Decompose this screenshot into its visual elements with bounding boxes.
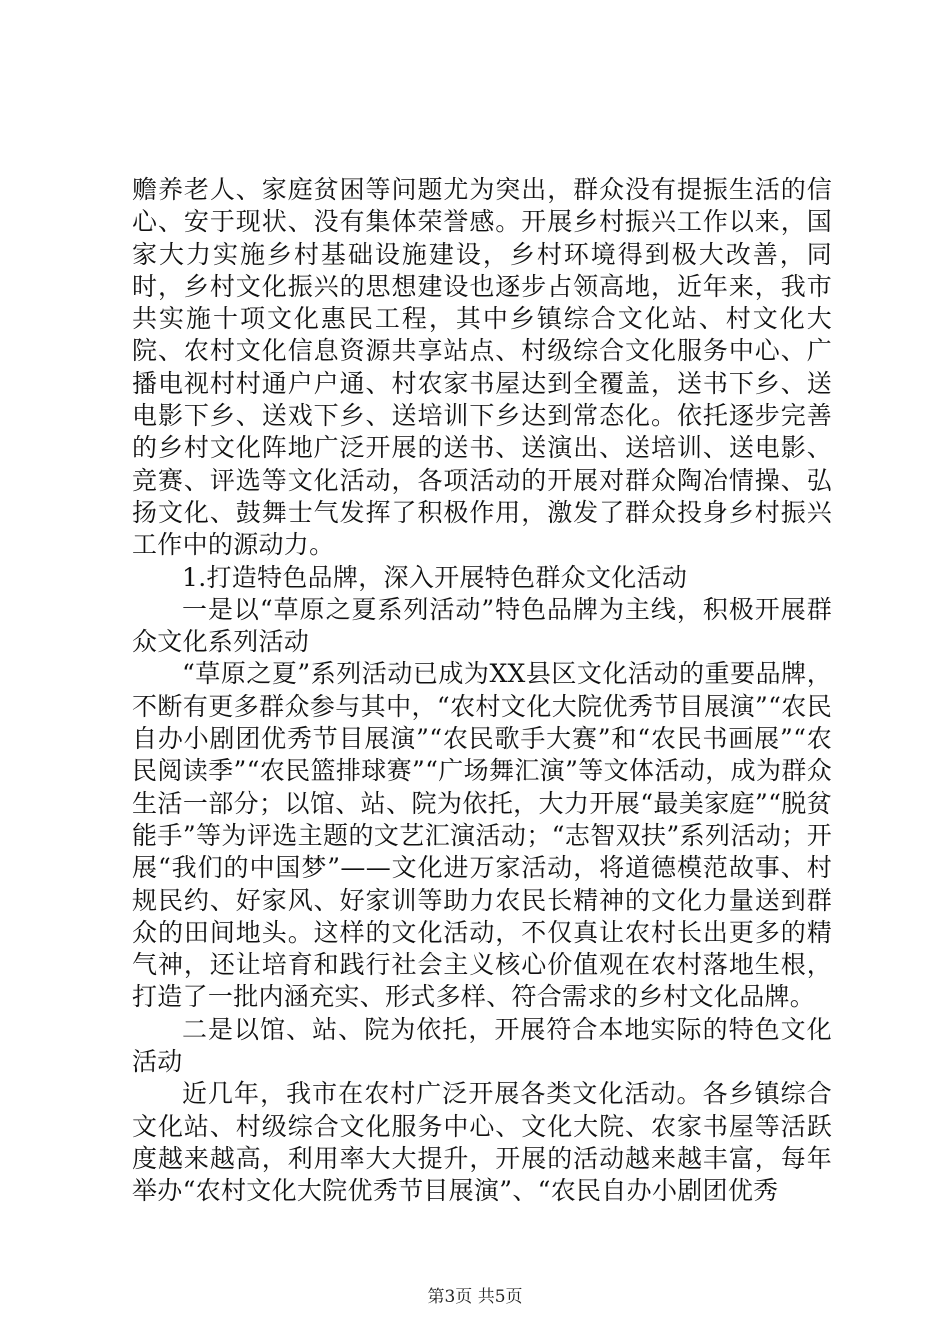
subheading-2: 二是以馆、站、院为依托，开展符合本地实际的特色文化活动 [132,1014,832,1077]
page-footer [0,1282,950,1307]
subheading-1: 一是以“草原之夏系列活动”特色品牌为主线，积极开展群众文化系列活动 [132,594,832,657]
paragraph-3: 近几年，我市在农村广泛开展各类文化活动。各乡镇综合文化站、村级综合文化服务中心、文化大院、农家书屋等活跃度越来越高，利用率大大提升，开展的活动越来越丰富，每年举办“农村文化大院优秀节目展演”、“农民自办小剧团优秀 [132,1079,832,1206]
paragraph-1: 赡养老人、家庭贫困等问题尤为突出，群众没有提振生活的信心、安于现状、没有集体荣誉感。开展乡村振兴工作以来，国家大力实施乡村基础设施建设，乡村环境得到极大改善，同时，乡村文化振兴的思想建设也逐步占领高地，近年来，我市共实施十项文化惠民工程，其中乡镇综合文化站、村文化大院、农村文化信息资源共享站点、村级综合文化服务中心、广播电视村村通户户通、村农家书屋达到全覆盖，送书下乡、送电影下乡、送戏下乡、送培训下乡达到常态化。依托逐步完善的乡村文化阵地广泛开展的送书、送演出、送培训、送电影、竞赛、评选等文化活动，各项活动的开展对群众陶冶情操、弘扬文化、鼓舞士气发挥了积极作用，激发了群众投身乡村振兴工作中的源动力。 [132,175,832,560]
page-number-label: 第3页 共5页 [427,1287,523,1307]
document-body [132,174,832,1208]
paragraph-2: “草原之夏”系列活动已成为XX县区文化活动的重要品牌，不断有更多群众参与其中，“农村文化大院优秀节目展演”“农民自办小剧团优秀节目展演”“农民歌手大赛”和“农民书画展”“农民阅读季”“农民篮排球赛”“广场舞汇演”等文体活动，成为群众生活一部分；以馆、站、院为依托，大力开展“最美家庭”“脱贫能手”等为评选主题的文艺汇演活动；“志智双扶”系列活动；开展“我们的中国梦”——文化进万家活动，将道德模范故事、村规民约、好家风、好家训等助力农民长精神的文化力量送到群众的田间地头。这样的文化活动，不仅真让农村长出更多的精气神，还让培育和践行社会主义核心价值观在农村落地生根，打造了一批内涵充实、形式多样、符合需求的乡村文化品牌。 [132,659,832,1012]
section-heading-1: 1.打造特色品牌，深入开展特色群众文化活动 [182,562,688,592]
